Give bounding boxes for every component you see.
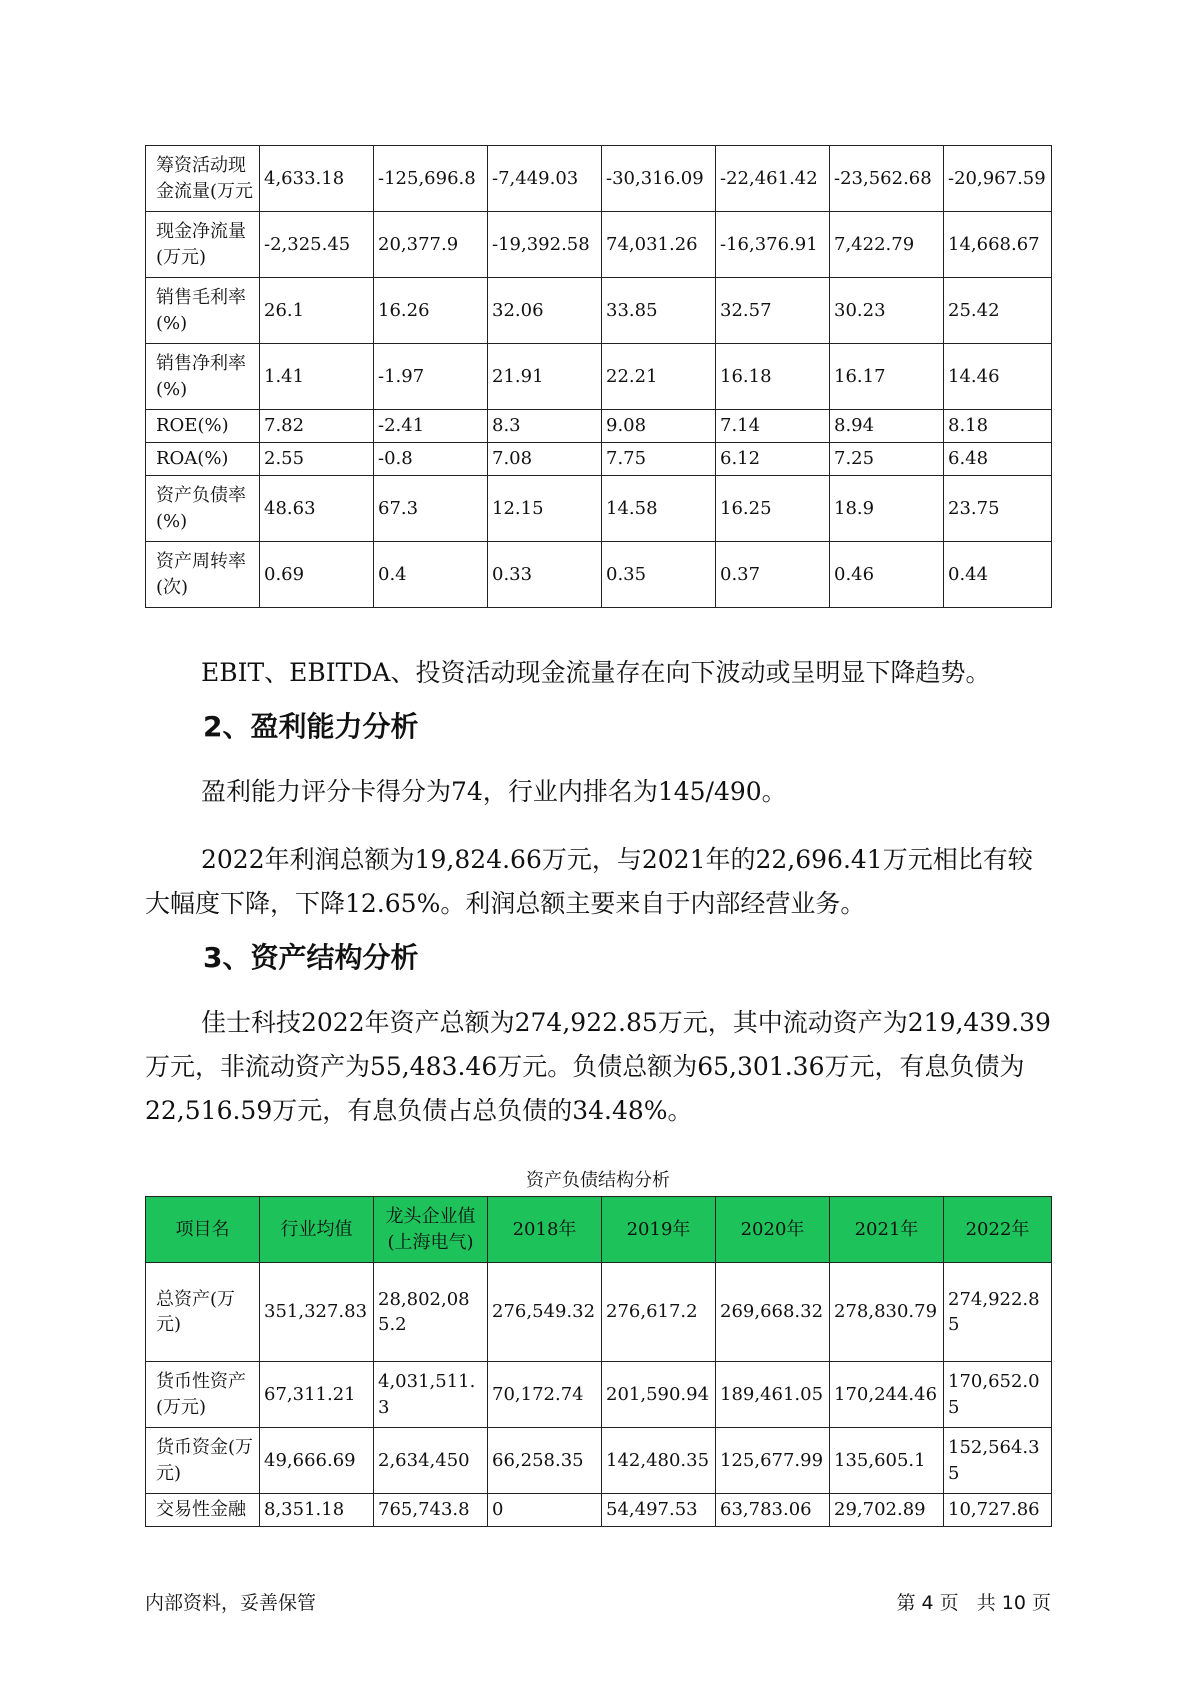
table-row — [146, 443, 1052, 476]
table-cell: 12.15 — [488, 476, 602, 542]
column-header: 行业均值 — [260, 1197, 374, 1263]
table-cell: 765,743.8 — [374, 1494, 488, 1527]
table-cell: 274,922.85 — [944, 1263, 1052, 1362]
table-cell: 170,652.05 — [944, 1362, 1052, 1428]
table-cell: 7.82 — [260, 410, 374, 443]
table-cell: -19,392.58 — [488, 212, 602, 278]
table-cell: -22,461.42 — [716, 146, 830, 212]
row-label: 资产负债率(%) — [146, 476, 260, 542]
table-row — [146, 542, 1052, 608]
table-cell: 7.75 — [602, 443, 716, 476]
table-cell: 18.9 — [830, 476, 944, 542]
table-cell: 29,702.89 — [830, 1494, 944, 1527]
table-cell: 16.18 — [716, 344, 830, 410]
table-cell: -1.97 — [374, 344, 488, 410]
table-cell: -2.41 — [374, 410, 488, 443]
table-cell: 49,666.69 — [260, 1428, 374, 1494]
table-cell: 201,590.94 — [602, 1362, 716, 1428]
table-cell: 63,783.06 — [716, 1494, 830, 1527]
table-cell: 2,634,450 — [374, 1428, 488, 1494]
table-cell: 67.3 — [374, 476, 488, 542]
table-caption: 资产负债结构分析 — [526, 1170, 670, 1191]
column-header: 2021年 — [830, 1197, 944, 1263]
table-cell: 142,480.35 — [602, 1428, 716, 1494]
table-cell: 33.85 — [602, 278, 716, 344]
table-row — [146, 212, 1052, 278]
table-cell: 48.63 — [260, 476, 374, 542]
table-cell: 0.44 — [944, 542, 1052, 608]
column-header: 2020年 — [716, 1197, 830, 1263]
section-heading-asset-structure: 3、资产结构分析 — [203, 941, 419, 974]
row-label: 现金净流量(万元) — [146, 212, 260, 278]
table-cell: 0 — [488, 1494, 602, 1527]
table-cell: 16.25 — [716, 476, 830, 542]
table-cell: 10,727.86 — [944, 1494, 1052, 1527]
table-cell: 7.14 — [716, 410, 830, 443]
table-cell: 20,377.9 — [374, 212, 488, 278]
table-cell: 7.08 — [488, 443, 602, 476]
table-cell: 276,617.2 — [602, 1263, 716, 1362]
table-cell: 25.42 — [944, 278, 1052, 344]
section-heading-profitability: 2、盈利能力分析 — [203, 710, 419, 743]
row-label: 资产周转率(次) — [146, 542, 260, 608]
table-cell: 23.75 — [944, 476, 1052, 542]
table-cell: 276,549.32 — [488, 1263, 602, 1362]
table-cell: 2.55 — [260, 443, 374, 476]
row-label: 销售净利率(%) — [146, 344, 260, 410]
table-cell: 8.18 — [944, 410, 1052, 443]
column-header: 项目名 — [146, 1197, 260, 1263]
table-cell: -16,376.91 — [716, 212, 830, 278]
table-cell: 74,031.26 — [602, 212, 716, 278]
row-label: ROE(%) — [146, 410, 260, 443]
column-header: 2018年 — [488, 1197, 602, 1263]
table-row — [146, 278, 1052, 344]
table-cell: 8.94 — [830, 410, 944, 443]
table-cell: 0.37 — [716, 542, 830, 608]
table-cell: 16.17 — [830, 344, 944, 410]
table-cell: 67,311.21 — [260, 1362, 374, 1428]
table-cell: 0.4 — [374, 542, 488, 608]
table-cell: 14.46 — [944, 344, 1052, 410]
table-cell: 28,802,085.2 — [374, 1263, 488, 1362]
column-header: 龙头企业值(上海电气) — [374, 1197, 488, 1263]
table-cell: 170,244.46 — [830, 1362, 944, 1428]
column-header: 2019年 — [602, 1197, 716, 1263]
table-cell: 189,461.05 — [716, 1362, 830, 1428]
financial-ratios-table — [145, 145, 1052, 608]
table-cell: 14,668.67 — [944, 212, 1052, 278]
table-cell: 22.21 — [602, 344, 716, 410]
table-cell: -125,696.8 — [374, 146, 488, 212]
row-label: 货币性资产(万元) — [146, 1362, 260, 1428]
table-cell: -0.8 — [374, 443, 488, 476]
column-header: 2022年 — [944, 1197, 1052, 1263]
table-row — [146, 1428, 1052, 1494]
paragraph-trend: EBIT、EBITDA、投资活动现金流量存在向下波动或呈明显下降趋势。 — [201, 658, 991, 687]
balance-structure-table — [145, 1196, 1052, 1527]
paragraph-score: 盈利能力评分卡得分为74，行业内排名为145/490。 — [201, 777, 787, 806]
table-cell: 16.26 — [374, 278, 488, 344]
table-cell: 9.08 — [602, 410, 716, 443]
table-cell: 6.12 — [716, 443, 830, 476]
table-cell: 66,258.35 — [488, 1428, 602, 1494]
table-cell: 8,351.18 — [260, 1494, 374, 1527]
row-label: 筹资活动现金流量(万元 — [146, 146, 260, 212]
table-cell: 135,605.1 — [830, 1428, 944, 1494]
table-cell: 26.1 — [260, 278, 374, 344]
table-cell: 70,172.74 — [488, 1362, 602, 1428]
table-cell: -20,967.59 — [944, 146, 1052, 212]
table-cell: 351,327.83 — [260, 1263, 374, 1362]
row-label: 总资产(万元) — [146, 1263, 260, 1362]
table-cell: 152,564.35 — [944, 1428, 1052, 1494]
table-cell: 0.46 — [830, 542, 944, 608]
table-cell: 4,031,511.3 — [374, 1362, 488, 1428]
table-row — [146, 146, 1052, 212]
table-cell: 32.06 — [488, 278, 602, 344]
row-label: ROA(%) — [146, 443, 260, 476]
table-cell: -30,316.09 — [602, 146, 716, 212]
table-cell: 21.91 — [488, 344, 602, 410]
table-cell: -23,562.68 — [830, 146, 944, 212]
table-header-row — [146, 1197, 1052, 1263]
table-cell: 7,422.79 — [830, 212, 944, 278]
table-cell: 278,830.79 — [830, 1263, 944, 1362]
table-cell: 0.69 — [260, 542, 374, 608]
row-label: 销售毛利率(%) — [146, 278, 260, 344]
table-row — [146, 476, 1052, 542]
table-cell: -7,449.03 — [488, 146, 602, 212]
table-cell: 4,633.18 — [260, 146, 374, 212]
paragraph-profit: 2022年利润总额为19,824.66万元，与2021年的22,696.41万元相比有较大幅度下降，下降12.65%。利润总额主要来自于内部经营业务。 — [145, 845, 1033, 918]
table-row — [146, 1263, 1052, 1362]
row-label: 货币资金(万元) — [146, 1428, 260, 1494]
table-cell: 269,668.32 — [716, 1263, 830, 1362]
table-cell: 32.57 — [716, 278, 830, 344]
table-row — [146, 410, 1052, 443]
table-cell: 125,677.99 — [716, 1428, 830, 1494]
row-label: 交易性金融 — [146, 1494, 260, 1527]
table-cell: 30.23 — [830, 278, 944, 344]
table-cell: 14.58 — [602, 476, 716, 542]
table-cell: 1.41 — [260, 344, 374, 410]
footer-page-number: 第 4 页 共 10 页 — [896, 1592, 1051, 1614]
table-cell: 7.25 — [830, 443, 944, 476]
table-cell: 0.35 — [602, 542, 716, 608]
table-cell: 0.33 — [488, 542, 602, 608]
table-row — [146, 344, 1052, 410]
footer-confidential-note: 内部资料，妥善保管 — [145, 1592, 317, 1614]
table-row — [146, 1362, 1052, 1428]
table-cell: 6.48 — [944, 443, 1052, 476]
table-cell: 8.3 — [488, 410, 602, 443]
table-cell: -2,325.45 — [260, 212, 374, 278]
table-row — [146, 1494, 1052, 1527]
table-cell: 54,497.53 — [602, 1494, 716, 1527]
paragraph-assets: 佳士科技2022年资产总额为274,922.85万元，其中流动资产为219,439.39万元，非流动资产为55,483.46万元。负债总额为65,301.36万元，有息负债为22,516.59万元，有息负债占总负债的34.48%。 — [145, 1008, 1051, 1125]
